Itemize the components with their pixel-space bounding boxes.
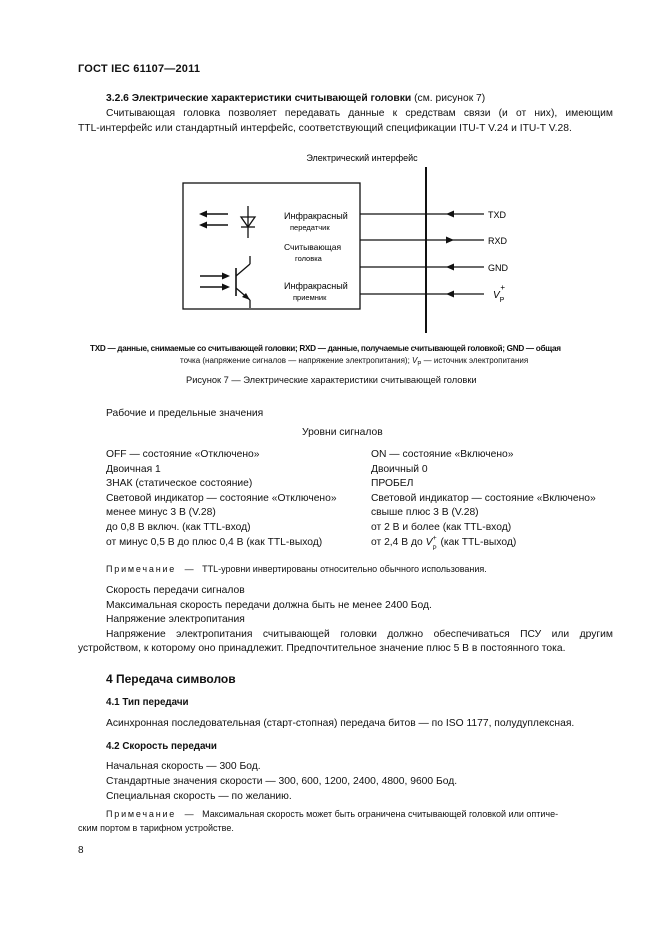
note-2-text: Максимальная скорость может быть ограничена считывающей головкой или оптиче- [202, 809, 559, 819]
note-1: Примечание — TTL-уровни инвертированы относительно обычного использования. [106, 564, 487, 574]
levels-left-4: менее минус 3 В (V.28) [106, 507, 216, 518]
values-intro: Рабочие и предельные значения [106, 408, 264, 419]
ir-reception-arrows [200, 273, 230, 291]
figure-legend-line2: точка (напряжение сигналов — напряжение электропитания); $V_P$ — источник электропитания [180, 356, 529, 368]
levels-right-1: Двоичный 0 [371, 464, 428, 475]
figure-legend-line1: TXD — данные, снимаемые со считывающей головки; RXD — данные, получаемые считывающей головкой; GND — общая [90, 344, 561, 353]
section-figure-ref: (см. рисунок 7) [414, 93, 486, 104]
interface-label: Электрический интерфейс [306, 153, 418, 163]
page-number: 8 [78, 845, 84, 856]
power-line1: Напряжение электропитания считывающей головки должно обеспечиваться ПСУ или другим [106, 629, 613, 640]
power-title: Напряжение электропитания [106, 614, 245, 625]
signal-label-gnd: GND [488, 263, 508, 273]
levels-left-2: ЗНАК (статическое состояние) [106, 478, 253, 489]
levels-right-5: от 2 В и более (как TTL-вход) [371, 522, 512, 533]
section-4-heading: 4 Передача символов [106, 672, 236, 686]
levels-title: Уровни сигналов [302, 427, 383, 438]
note-1-text: TTL-уровни инвертированы относительно обычного использования. [202, 564, 487, 574]
head-label-1: Считывающая [284, 242, 342, 252]
levels-left-1: Двоичная 1 [106, 464, 161, 475]
phototransistor-icon [236, 256, 250, 308]
levels-right-6: от 2,4 В до V + P (как TTL-выход) [371, 535, 517, 552]
note-2-label: Примечание [106, 809, 177, 819]
figure-caption: Рисунок 7 — Электрические характеристики считывающей головки [186, 375, 477, 385]
section-3-2-6-paragraph-line1: Считывающая головка позволяет передавать данные к средствам связи (и от них), имеющим [106, 108, 613, 119]
signal-line-gnd [360, 264, 484, 271]
speed-text: Максимальная скорость передачи должна быть не менее 2400 Бод. [106, 600, 432, 611]
led-icon [241, 206, 255, 238]
receiver-label-1: Инфракрасный [284, 281, 348, 291]
signal-label-txd: TXD [488, 210, 506, 220]
ir-emission-arrows [199, 211, 228, 229]
power-line2: устройством, к которому оно принадлежит. Предпочтительное значение плюс 5 В в постоянного тока. [78, 643, 566, 654]
document-header: ГОСТ IEC 61107—2011 [78, 63, 201, 75]
section-4-2-heading: 4.2 Скорость передачи [106, 741, 217, 752]
levels-right-2: ПРОБЕЛ [371, 478, 414, 489]
note-1-label: Примечание [106, 564, 177, 574]
signal-label-vp: $V_P+$ [493, 283, 506, 304]
levels-right-0: ON — состояние «Включено» [371, 449, 514, 460]
transmitter-label-1: Инфракрасный [284, 211, 348, 221]
section-4-1-heading: 4.1 Тип передачи [106, 697, 189, 708]
receiver-label-2: приемник [293, 293, 327, 302]
head-label-2: головка [295, 254, 322, 263]
note-2-line2: ским портом в тарифном устройстве. [78, 823, 234, 833]
levels-left-3: Световой индикатор — состояние «Отключено» [106, 493, 337, 504]
levels-right-4: свыше плюс 3 В (V.28) [371, 507, 479, 518]
transmitter-label-2: передатчик [290, 223, 330, 232]
levels-left-5: до 0,8 В включ. (как TTL-вход) [106, 522, 251, 533]
levels-right-3: Световой индикатор — состояние «Включено» [371, 493, 596, 504]
signal-line-vp [360, 291, 484, 298]
section-4-2-line-0: Начальная скорость — 300 Бод. [106, 761, 261, 772]
levels-left-0: OFF — состояние «Отключено» [106, 449, 260, 460]
section-3-2-6-paragraph-line2: TTL-интерфейс или стандартный интерфейс, соответствующий спецификации ITU-T V.24 и ITU-T V.28. [78, 123, 572, 134]
signal-line-txd [360, 208, 484, 220]
levels-left-6: от минус 0,5 В до плюс 0,4 В (как TTL-выход) [106, 537, 323, 548]
section-number: 3.2.6 [106, 93, 129, 104]
section-4-2-line-1: Стандартные значения скорости — 300, 600, 1200, 2400, 4800, 9600 Бод. [106, 776, 458, 787]
signal-label-rxd: RXD [488, 236, 508, 246]
section-4-1-text: Асинхронная последовательная (старт-стопная) передача битов — по ISO 1177, полудуплексная. [106, 718, 575, 729]
note-2-line1: Примечание — Максимальная скорость может быть ограничена считывающей головкой или оптиче- [106, 809, 559, 819]
speed-title: Скорость передачи сигналов [106, 585, 245, 596]
signal-line-rxd [360, 237, 484, 244]
section-title: Электрические характеристики считывающей головки [131, 93, 412, 104]
figure-7-diagram [170, 150, 540, 340]
section-4-2-line-2: Специальная скорость — по желанию. [106, 791, 292, 802]
section-3-2-6-heading [106, 92, 485, 106]
